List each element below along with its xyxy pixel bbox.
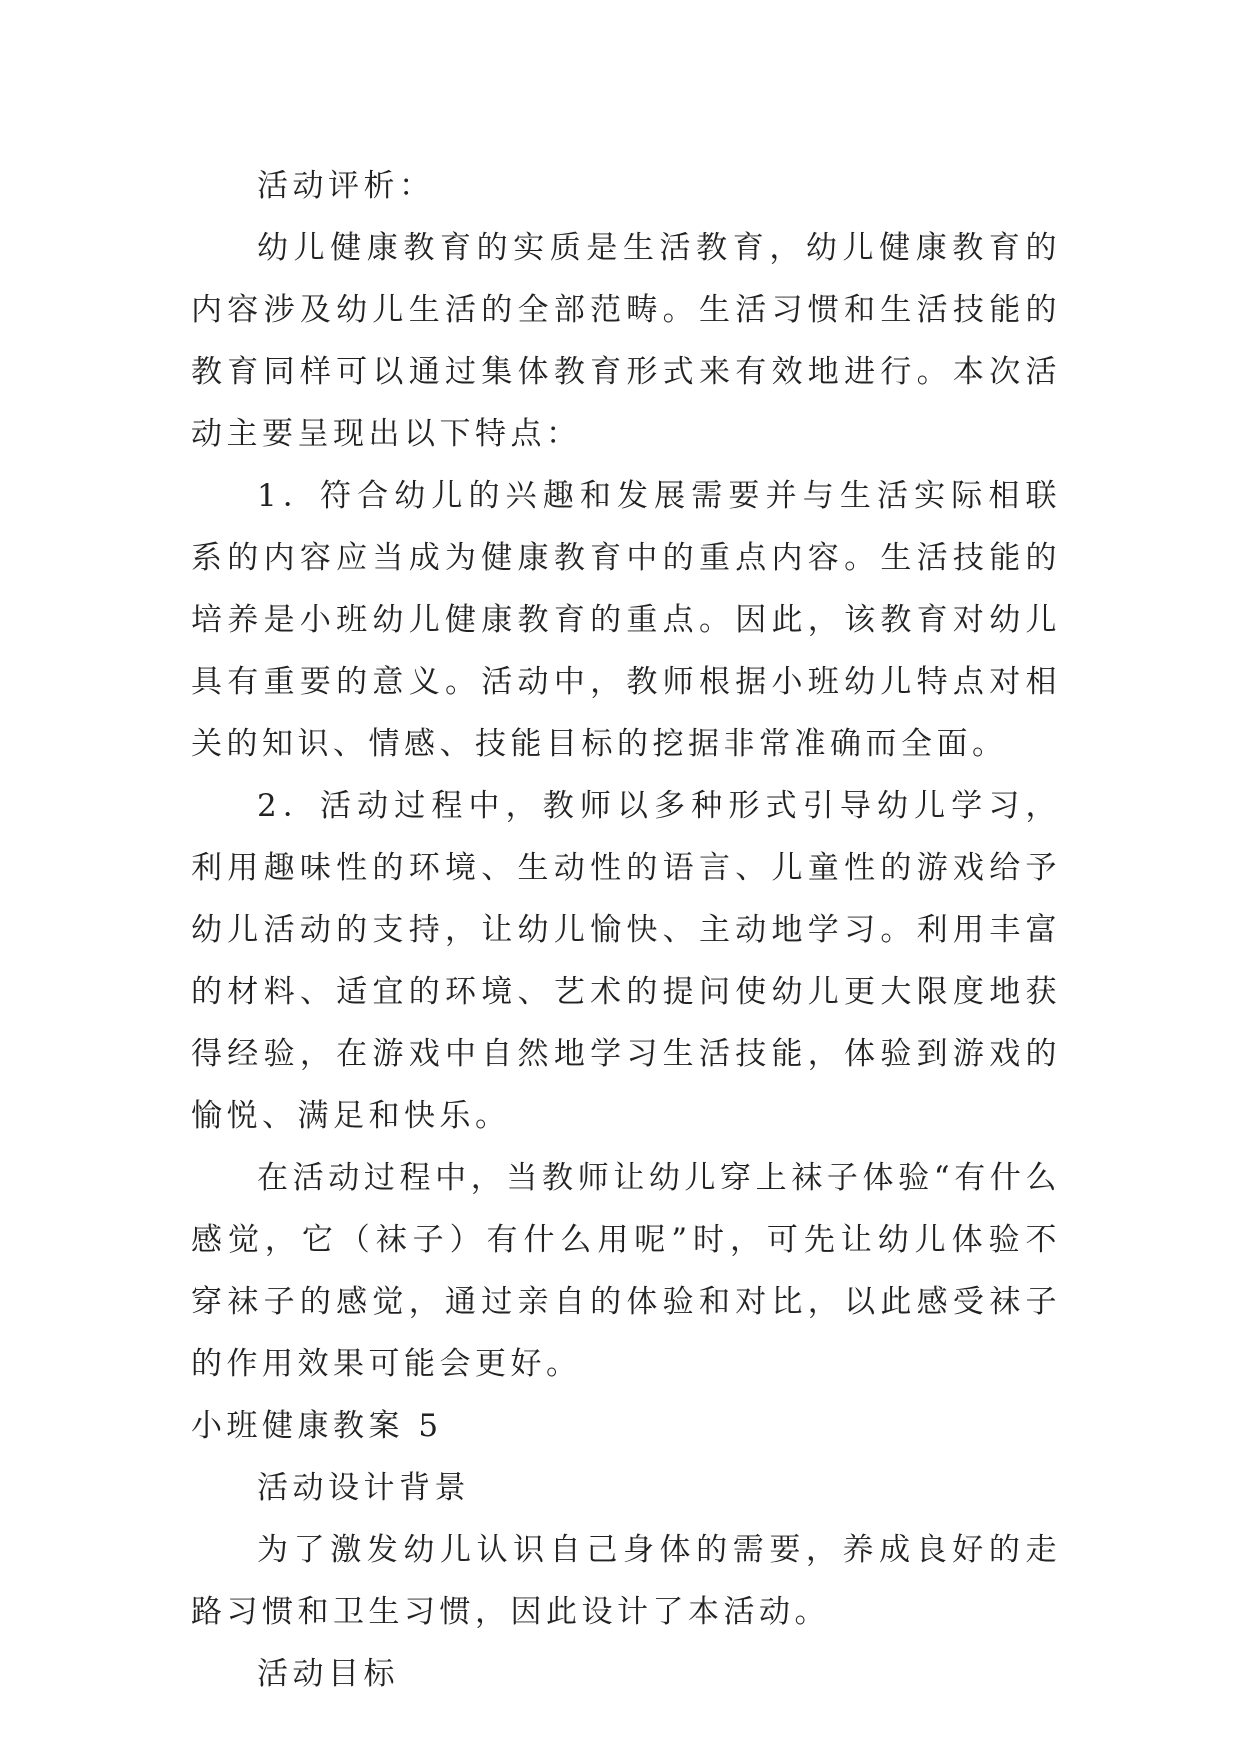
intro-paragraph: 幼儿健康教育的实质是生活教育，幼儿健康教育的内容涉及幼儿生活的全部范畴。生活习惯和生活技能的教育同样可以通过集体教育形式来有效地进行。本次活动主要呈现出以下特点： — [191, 230, 1061, 452]
background-paragraph: 为了激发幼儿认识自己身体的需要，养成良好的走路习惯和卫生习惯，因此设计了本活动。 — [191, 1532, 1061, 1630]
point-2-paragraph: 2．活动过程中，教师以多种形式引导幼儿学习，利用趣味性的环境、生动性的语言、儿童性的游戏给予幼儿活动的支持，让幼儿愉快、主动地学习。利用丰富的材料、适宜的环境、艺术的提问使幼儿更大限度地获得经验，在游戏中自然地学习生活技能，体验到游戏的愉悦、满足和快乐。 — [191, 788, 1061, 1134]
document-body — [191, 155, 1061, 1705]
lesson-title: 小班健康教案 5 — [191, 1408, 443, 1444]
point-1-paragraph: 1．符合幼儿的兴趣和发展需要并与生活实际相联系的内容应当成为健康教育中的重点内容。生活技能的培养是小班幼儿健康教育的重点。因此，该教育对幼儿具有重要的意义。活动中，教师根据小班幼儿特点对相关的知识、情感、技能目标的挖据非常准确而全面。 — [191, 478, 1061, 762]
section-label-background: 活动设计背景 — [257, 1470, 470, 1506]
section-label-goals: 活动目标 — [257, 1656, 399, 1692]
section-label-evaluation: 活动评析： — [257, 168, 435, 204]
suggestion-paragraph: 在活动过程中，当教师让幼儿穿上袜子体验“有什么感觉，它（袜子）有什么用呢”时，可先让幼儿体验不穿袜子的感觉，通过亲自的体验和对比，以此感受袜子的作用效果可能会更好。 — [191, 1160, 1061, 1382]
